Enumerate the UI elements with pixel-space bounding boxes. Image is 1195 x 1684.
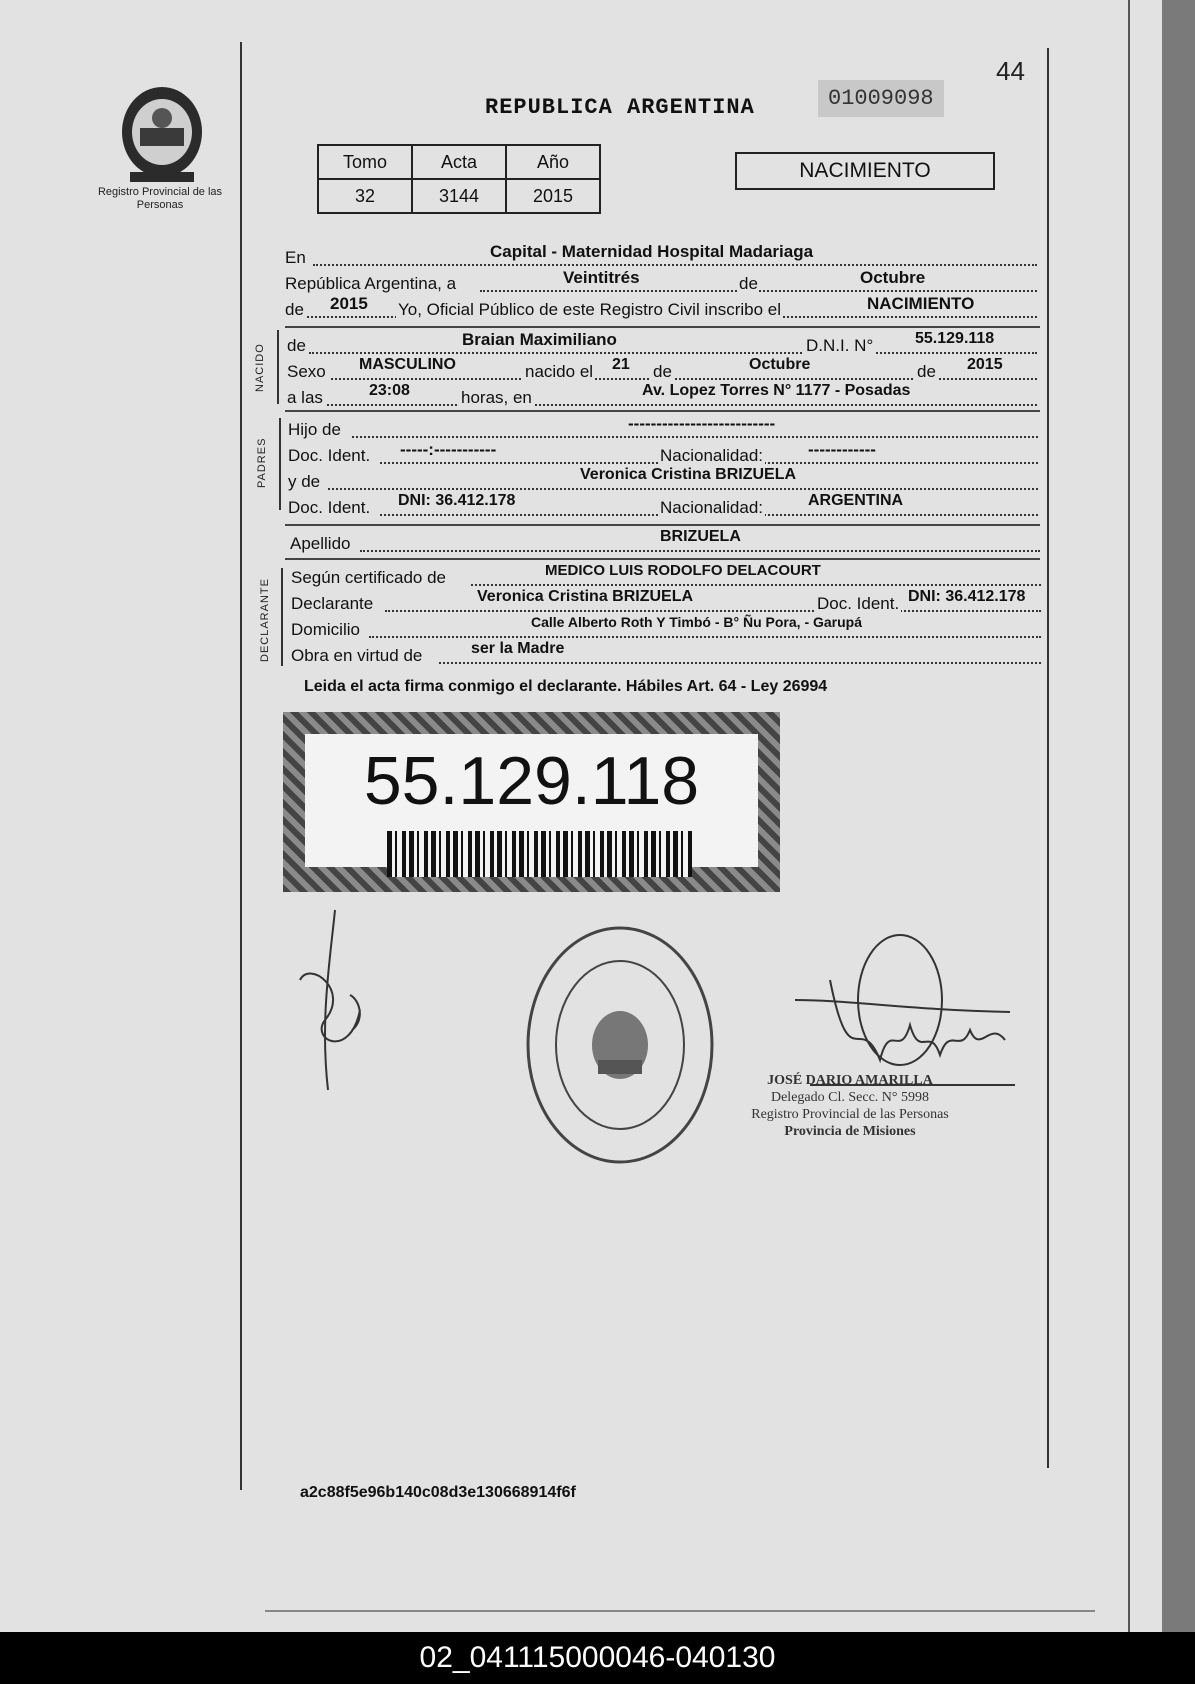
official-stamp-icon <box>518 920 723 1170</box>
declarante-bracket <box>281 568 283 666</box>
section-rule <box>285 326 1040 328</box>
signatory-org: Registro Provincial de las Personas <box>751 1107 949 1122</box>
en-label: En <box>285 248 306 267</box>
alas-label: a las <box>287 388 323 407</box>
certificado-label: Según certificado de <box>291 568 446 587</box>
dotted-line <box>369 636 1041 638</box>
ref-header-acta: Acta <box>412 145 506 179</box>
father-name-value: -------------------------- <box>628 414 776 433</box>
padres-section-label: PADRES <box>256 437 268 488</box>
declarante-section-label: DECLARANTE <box>259 578 271 662</box>
ref-header-tomo: Tomo <box>318 145 412 179</box>
de2-label: de <box>285 300 304 319</box>
declarante-label: Declarante <box>291 594 374 613</box>
ref-value-tomo: 32 <box>318 179 412 213</box>
dotted-line <box>480 290 1037 292</box>
birth-year-value: 2015 <box>967 356 1003 373</box>
document-hash: a2c88f5e96b140c08d3e130668914f6f <box>300 1484 576 1501</box>
nacido-el-label: nacido el <box>525 362 594 381</box>
nacionalidad-label: Nacionalidad: <box>660 498 764 517</box>
reference-table <box>317 144 601 214</box>
de-label: de <box>653 362 672 381</box>
section-rule <box>285 558 1040 560</box>
nacido-name-value: Braian Maximiliano <box>462 330 617 349</box>
nacido-de-label: de <box>287 336 306 355</box>
declarante-doc-value: DNI: 36.412.178 <box>908 588 1026 605</box>
doc-label: Doc. Ident. <box>817 594 900 613</box>
de-label: de <box>917 362 936 381</box>
ref-header-anio: Año <box>506 145 600 179</box>
scan-footer-code: 02_041115000046-040130 <box>0 1632 1195 1684</box>
section-rule <box>285 524 1040 526</box>
signatory-province: Provincia de Misiones <box>784 1124 916 1139</box>
barcode-icon <box>387 831 692 877</box>
declarante-value: Veronica Cristina BRIZUELA <box>477 588 694 605</box>
dni-label-number: 55.129.118 <box>363 743 700 819</box>
ref-value-acta: 3144 <box>412 179 506 213</box>
place-value: Capital - Maternidad Hospital Madariaga <box>490 242 814 261</box>
dotted-line <box>360 550 1040 552</box>
scanner-margin <box>1162 0 1195 1632</box>
sexo-value: MASCULINO <box>359 356 456 373</box>
nacionalidad-label: Nacionalidad: <box>660 446 764 465</box>
yde-label: y de <box>288 472 321 491</box>
page-number: 44 <box>996 56 1025 86</box>
obra-value: ser la Madre <box>471 640 565 657</box>
left-margin-rule <box>240 42 242 1490</box>
document-title: REPUBLICA ARGENTINA <box>485 95 755 120</box>
dotted-line <box>313 264 1037 266</box>
section-rule <box>285 410 1040 412</box>
province-coat-of-arms-icon <box>112 80 212 185</box>
mother-nationality-value: ARGENTINA <box>808 492 904 509</box>
doc-label: Doc. Ident. <box>288 498 371 517</box>
time-value: 23:08 <box>369 382 410 399</box>
father-nationality-value: ------------ <box>808 440 876 459</box>
dotted-line <box>471 584 1041 586</box>
dni-label-sticker <box>283 712 780 892</box>
serial-number: 01009098 <box>818 80 944 117</box>
apellido-label: Apellido <box>290 534 351 553</box>
bottom-page-edge <box>265 1610 1095 1612</box>
dni-value: 55.129.118 <box>915 330 995 347</box>
right-margin-rule <box>1047 48 1049 1468</box>
year-value: 2015 <box>330 294 368 313</box>
country-label: República Argentina, a <box>285 274 457 293</box>
signatory-role: Delegado Cl. Secc. N° 5998 <box>770 1090 929 1105</box>
day-words-value: Veintitrés <box>563 268 640 287</box>
ref-value-anio: 2015 <box>506 179 600 213</box>
dotted-line <box>385 610 1041 612</box>
page-edge-shadow <box>1128 0 1130 1632</box>
birth-address-value: Av. Lopez Torres N° 1177 - Posadas <box>642 382 911 399</box>
signatory-block <box>720 1072 980 1140</box>
domicilio-value: Calle Alberto Roth Y Timbó - B° Ñu Pora, - Garupá <box>531 614 863 630</box>
padres-bracket <box>279 418 281 510</box>
dotted-line <box>328 488 1038 490</box>
logo-caption: Registro Provincial de las Personas <box>97 186 223 211</box>
handwritten-initials-icon <box>290 900 400 1100</box>
certificado-value: MEDICO LUIS RODOLFO DELACOURT <box>545 562 821 579</box>
dotted-line <box>309 352 1037 354</box>
obra-label: Obra en virtud de <box>291 646 423 665</box>
signatory-name: JOSÉ DARIO AMARILLA <box>767 1073 933 1088</box>
closing-statement: Leida el acta firma conmigo el declarante. Hábiles Art. 64 - Ley 26994 <box>304 678 828 695</box>
record-type-box: NACIMIENTO <box>735 152 995 190</box>
dotted-line <box>439 662 1041 664</box>
nacido-bracket <box>277 330 279 404</box>
birth-month-value: Octubre <box>749 356 811 373</box>
inscribe-value: NACIMIENTO <box>867 294 975 313</box>
dni-label: D.N.I. N° <box>806 336 874 355</box>
dotted-line <box>352 436 1038 438</box>
de-label: de <box>739 274 758 293</box>
dotted-line <box>327 404 1037 406</box>
officer-text: Yo, Oficial Público de este Registro Civil inscribo el <box>398 300 781 319</box>
month-value: Octubre <box>860 268 926 287</box>
mother-doc-value: DNI: 36.412.178 <box>398 492 516 509</box>
hijo-label: Hijo de <box>288 420 341 439</box>
father-doc-value: -----:----------- <box>400 440 497 459</box>
birth-day-value: 21 <box>612 356 630 373</box>
apellido-value: BRIZUELA <box>660 528 741 545</box>
mother-name-value: Veronica Cristina BRIZUELA <box>580 466 797 483</box>
horas-label: horas, en <box>461 388 532 407</box>
domicilio-label: Domicilio <box>291 620 360 639</box>
nacido-section-label: NACIDO <box>254 343 266 392</box>
doc-label: Doc. Ident. <box>288 446 371 465</box>
dni-label-inner <box>305 734 758 867</box>
sexo-label: Sexo <box>287 362 326 381</box>
